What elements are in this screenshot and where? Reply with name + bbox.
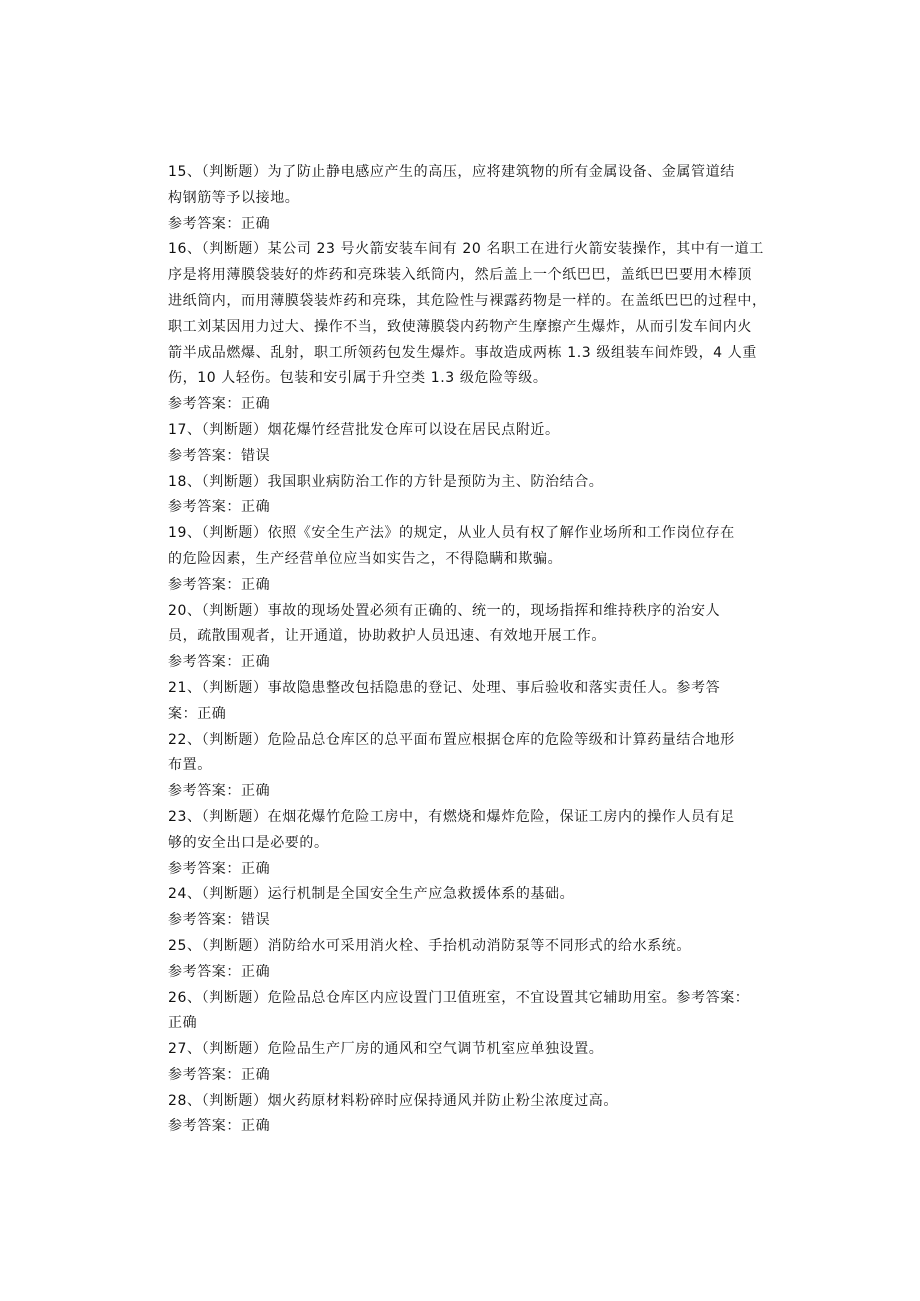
text-line: 20、（判断题）事故的现场处置必须有正确的、统一的，现场指挥和维持秩序的治安人 [168,602,721,619]
answer-line: 正确 [168,1015,198,1032]
answer-line: 参考答案：正确 [168,963,271,980]
text-line: 24、（判断题）运行机制是全国安全生产应急救援体系的基础。 [168,886,575,903]
answer-line: 案：正确 [168,705,227,722]
text-line: 够的安全出口是必要的。 [168,834,329,851]
text-line: 序是将用薄膜袋装好的炸药和亮珠装入纸筒内，然后盖上一个纸巴巴，盖纸巴巴要用木棒顶 [168,267,752,284]
text-line: 22、（判断题）危险品总仓库区的总平面布置应根据仓库的危险等级和计算药量结合地形 [168,731,735,748]
answer-line: 参考答案：正确 [168,783,271,800]
answer-line: 参考答案：正确 [168,654,271,671]
answer-line: 参考答案：正确 [168,860,271,877]
answer-line: 参考答案：错误 [168,912,271,929]
document-body [168,160,768,1140]
text-line: 28、（判断题）烟火药原材料粉碎时应保持通风并防止粉尘浓度过高。 [168,1092,619,1109]
text-line: 伤，10 人轻伤。包装和安引属于升空类 1.3 级危险等级。 [168,370,548,387]
text-line: 19、（判断题）依照《安全生产法》的规定，从业人员有权了解作业场所和工作岗位存在 [168,525,735,542]
text-line: 构钢筋等予以接地。 [168,189,300,206]
text-line: 的危险因素，生产经营单位应当如实告之，不得隐瞒和欺骗。 [168,550,563,567]
answer-line: 参考答案：正确 [168,1066,271,1083]
text-line: 15、（判断题）为了防止静电感应产生的高压，应将建筑物的所有金属设备、金属管道结 [168,164,735,180]
text-line: 布置。 [168,757,212,774]
answer-line: 参考答案：正确 [168,396,271,413]
answer-line: 参考答案：错误 [168,447,271,464]
text-line: 26、（判断题）危险品总仓库区内应设置门卫值班室，不宜设置其它辅助用室。参考答案： [168,989,750,1006]
answer-line: 参考答案：正确 [168,499,271,516]
text-line: 25、（判断题）消防给水可采用消火栓、手抬机动消防泵等不同形式的给水系统。 [168,937,692,954]
answer-line: 参考答案：正确 [168,215,271,232]
text-line: 箭半成品燃爆、乱射，职工所领药包发生爆炸。事故造成两栋 1.3 级组装车间炸毁，4 人重 [168,344,757,361]
text-line: 23、（判断题）在烟花爆竹危险工房中，有燃烧和爆炸危险，保证工房内的操作人员有足 [168,808,735,825]
answer-line: 参考答案：正确 [168,1118,271,1135]
text-line: 27、（判断题）危险品生产厂房的通风和空气调节机室应单独设置。 [168,1041,604,1058]
answer-line: 参考答案：正确 [168,576,271,593]
text-line: 17、（判断题）烟花爆竹经营批发仓库可以设在居民点附近。 [168,421,560,438]
text-line: 员，疏散围观者，让开通道，协助救护人员迅速、有效地开展工作。 [168,628,606,645]
text-line: 18、（判断题）我国职业病防治工作的方针是预防为主、防治结合。 [168,473,604,490]
text-line: 16、（判断题）某公司 23 号火箭安装车间有 20 名职工在进行火箭安装操作，其中有一道工 [168,241,764,258]
text-line: 职工刘某因用力过大、操作不当，致使薄膜袋内药物产生摩擦产生爆炸，从而引发车间内火 [168,318,752,335]
text-line: 21、（判断题）事故隐患整改包括隐患的登记、处理、事后验收和落实责任人。参考答 [168,679,721,696]
text-line: 进纸筒内，而用薄膜袋装炸药和亮珠，其危险性与裸露药物是一样的。在盖纸巴巴的过程中， [168,292,767,309]
